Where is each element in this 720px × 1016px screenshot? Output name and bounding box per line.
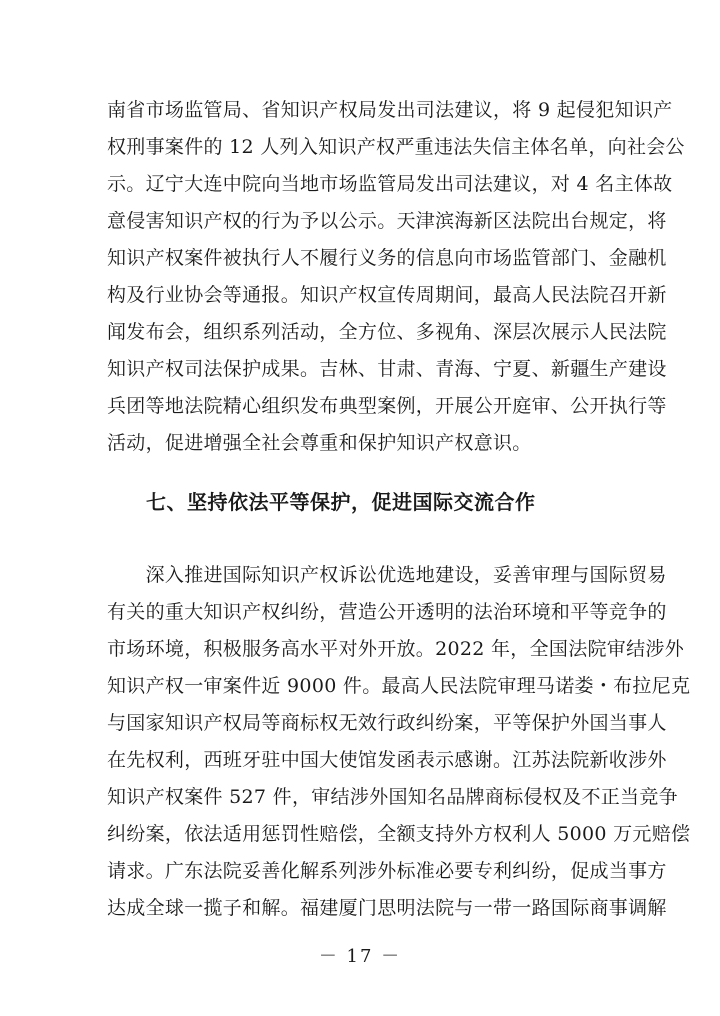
text-line: 知识产权案件被执行人不履行义务的信息向市场监管部门、金融机 [107,247,667,269]
text-line: 闻发布会，组织系列活动，全方位、多视角、深层次展示人民法院 [107,321,667,343]
text-line: 南省市场监管局、省知识产权局发出司法建议，将 9 起侵犯知识产 [107,99,673,121]
paragraph-2 [107,557,691,927]
text-line: 构及行业协会等通报。知识产权宣传周期间，最高人民法院召开新 [107,284,667,306]
text-line: 有关的重大知识产权纠纷，营造公开透明的法治环境和平等竞争的 [107,601,667,623]
text-line: 达成全球一揽子和解。福建厦门思明法院与一带一路国际商事调解 [107,897,667,919]
text-line: 市场环境，积极服务高水平对外开放。2022 年，全国法院审结涉外 [107,638,684,660]
text-line: 知识产权司法保护成果。吉林、甘肃、青海、宁夏、新疆生产建设 [107,358,667,380]
text-line: 示。辽宁大连中院向当地市场监管局发出司法建议，对 4 名主体故 [107,173,673,195]
text-line: 在先权利，西班牙驻中国大使馆发函表示感谢。江苏法院新收涉外 [107,749,667,771]
text-line: 与国家知识产权局等商标权无效行政纠纷案，平等保护外国当事人 [107,712,667,734]
text-line: 权刑事案件的 12 人列入知识产权严重违法失信主体名单，向社会公 [107,136,685,158]
text-line: 活动，促进增强全社会尊重和保护知识产权意识。 [107,432,532,454]
text-line: 意侵害知识产权的行为予以公示。天津滨海新区法院出台规定，将 [107,210,667,232]
text-line: 知识产权一审案件近 9000 件。最高人民法院审理马诺娄・布拉尼克 [107,675,691,697]
text-line: 兵团等地法院精心组织发布典型案例，开展公开庭审、公开执行等 [107,395,667,417]
text-line: 知识产权案件 527 件，审结涉外国知名品牌商标侵权及不正当竞争 [107,786,678,808]
paragraph-1 [107,92,685,462]
text-line: 深入推进国际知识产权诉讼优选地建设，妥善审理与国际贸易 [107,564,667,586]
page-number: － 17 － [318,946,402,967]
section-heading: 七、坚持依法平等保护，促进国际交流合作 [146,490,536,514]
text-line: 纠纷案，依法适用惩罚性赔偿，全额支持外方权利人 5000 万元赔偿 [107,823,691,845]
text-line: 请求。广东法院妥善化解系列涉外标准必要专利纠纷，促成当事方 [107,860,667,882]
